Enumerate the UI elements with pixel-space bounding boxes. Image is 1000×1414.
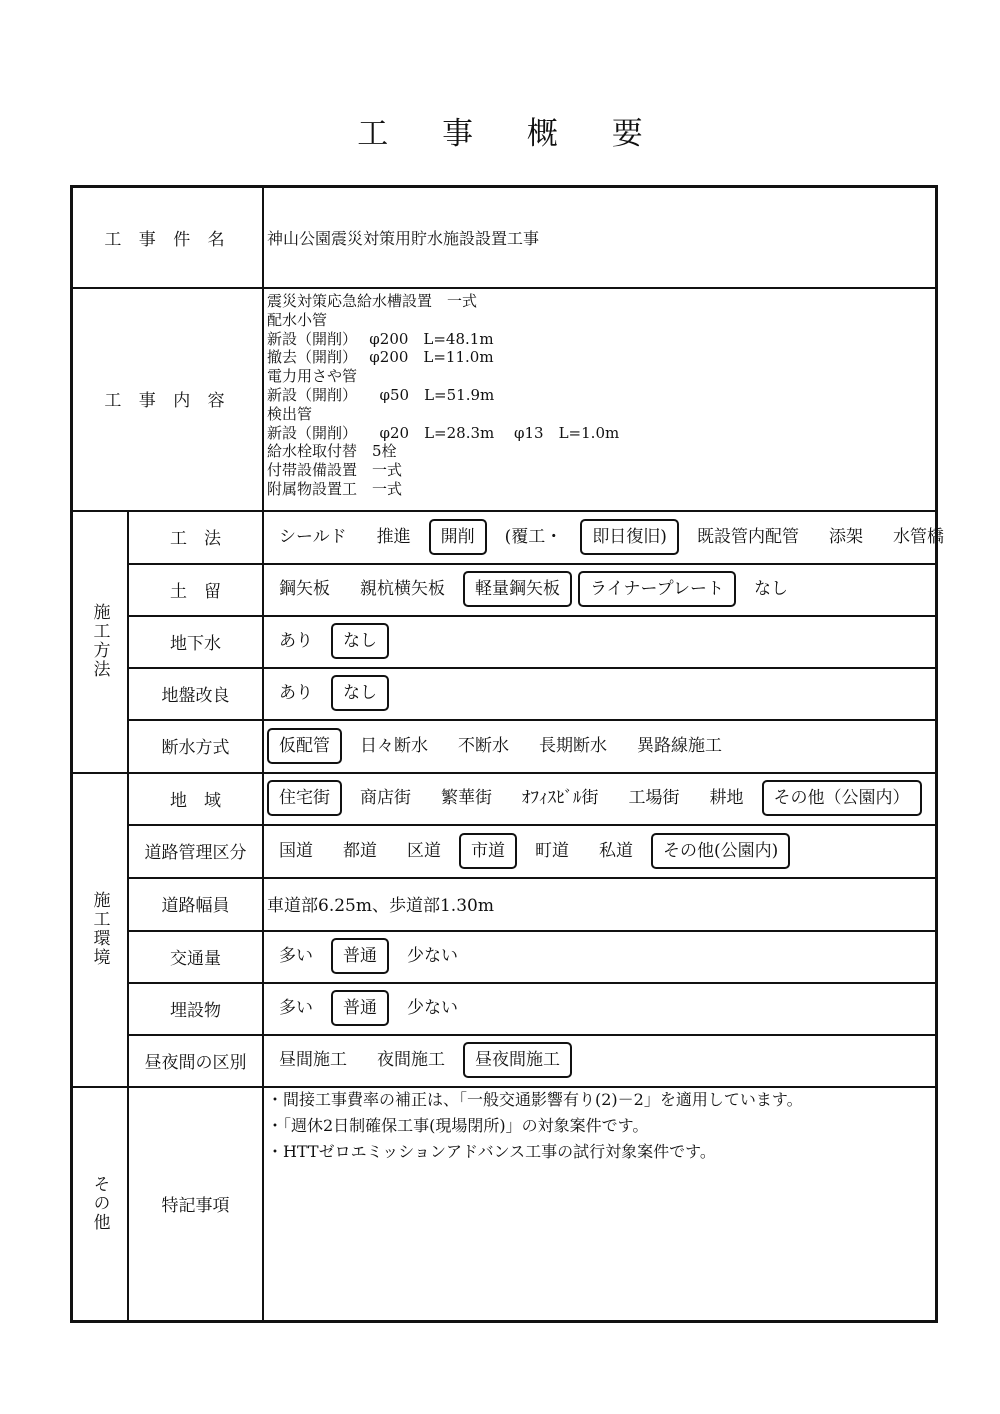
option: あり [279, 631, 313, 651]
selected-option: 即日復旧) [580, 519, 679, 555]
row-value [267, 563, 806, 615]
selected-option: 仮配管 [267, 728, 342, 764]
construction-method-group-label: 施工方法 [89, 603, 110, 679]
row-label: 埋設物 [170, 1000, 221, 1021]
row-value [267, 1034, 578, 1086]
construction-environment-group-label: 施工環境 [89, 891, 110, 967]
row-value [267, 667, 395, 719]
work-content-list [267, 292, 927, 499]
option: 多い [279, 998, 313, 1018]
option: 既設管内配管 [696, 526, 799, 547]
project-name-label: 工 事 件 名 [104, 230, 231, 250]
work-content-line: 新設（開削） φ200 L=48.1m [267, 329, 494, 348]
row-text: 車道部6.25m、歩道部1.30m [267, 896, 494, 916]
work-content-line: 検出管 [267, 404, 313, 423]
document-title: 工 事 概 要 [357, 116, 665, 152]
work-content-line: 撤去（開削） φ200 L=11.0m [267, 348, 494, 367]
option: 長期断水 [539, 735, 607, 756]
row-value [267, 930, 476, 982]
option: (覆工・ [504, 526, 563, 547]
row-value [267, 824, 796, 877]
option: 都道 [343, 840, 377, 861]
option: 推進 [376, 526, 411, 547]
special-notes-list [267, 1087, 927, 1165]
project-name-value: 神山公園震災対策用貯水施設設置工事 [267, 229, 540, 248]
option: 少ない [407, 946, 458, 966]
special-note-line: ・HTTゼロエミッションアドバンス工事の試行対象案件です。 [267, 1142, 716, 1161]
row-label: 断水方式 [161, 738, 230, 758]
option: 町道 [535, 840, 569, 861]
option: 水管橋 [892, 526, 944, 547]
project-summary-table [70, 185, 944, 1323]
option: 繁華街 [441, 788, 492, 808]
selected-option: 市道 [459, 833, 517, 869]
row-label: 道路管理区分 [144, 843, 247, 863]
row-value [267, 719, 740, 772]
option: 日々断水 [360, 735, 428, 756]
option: 親杭横矢板 [360, 579, 445, 599]
selected-option: なし [331, 675, 389, 711]
selected-option: 普通 [331, 990, 389, 1026]
special-note-line: ・間接工事費率の補正は、「一般交通影響有り(2)－2」を適用しています。 [267, 1090, 803, 1109]
selected-option: その他（公園内） [762, 780, 922, 816]
row-label: 道路幅員 [161, 896, 230, 916]
work-content-line: 付帯設備設置 一式 [267, 461, 403, 480]
option: あり [279, 683, 313, 703]
row-value [267, 877, 494, 930]
option: なし [753, 579, 788, 599]
work-content-line: 新設（開削） φ20 L=28.3m φ13 L=1.0m [267, 423, 620, 442]
special-note-line: ・「週休2日制確保工事(現場閉所)」の対象案件です。 [267, 1116, 649, 1135]
row-label: 昼夜間の区別 [144, 1052, 247, 1073]
row-value [267, 982, 476, 1034]
selected-option: ライナープレート [578, 571, 736, 607]
option: 不断水 [458, 735, 509, 756]
column-divider [262, 188, 264, 1320]
option: ｵﾌｨｽﾋﾞﾙ街 [522, 788, 599, 808]
option: シールド [279, 526, 347, 547]
work-content-line: 附属物設置工 一式 [267, 479, 403, 498]
work-content-label: 工 事 内 容 [104, 391, 231, 411]
option: 私道 [599, 840, 633, 861]
selected-option: その他(公園内) [651, 833, 790, 869]
option: 鋼矢板 [279, 579, 330, 599]
work-content-line: 給水栓取付替 5栓 [267, 442, 397, 461]
option: 夜間施工 [377, 1050, 445, 1070]
row-label: 地 域 [170, 790, 221, 811]
work-content-line: 電力用さや管 [267, 367, 358, 386]
row-label: 地下水 [170, 633, 221, 654]
option: 工場街 [628, 788, 680, 808]
selected-option: 開削 [429, 519, 487, 555]
selected-option: 住宅街 [267, 780, 342, 816]
row-label: 地盤改良 [161, 685, 230, 706]
row-value [267, 615, 395, 667]
row-label: 工 法 [170, 529, 221, 549]
special-notes-label: 特記事項 [161, 1195, 230, 1216]
row-label: 交通量 [170, 948, 221, 969]
selected-option: 軽量鋼矢板 [463, 571, 572, 607]
work-content-line: 震災対策応急給水槽設置 一式 [267, 292, 478, 310]
row-value [267, 510, 962, 563]
selected-option: 昼夜間施工 [463, 1042, 572, 1078]
option: 異路線施工 [637, 735, 722, 756]
option: 商店街 [360, 788, 411, 808]
selected-option: なし [331, 623, 389, 659]
option: 少ない [407, 998, 458, 1018]
work-content-line: 配水小管 [267, 310, 328, 329]
row-label: 土 留 [170, 581, 221, 602]
option: 区道 [407, 840, 441, 861]
selected-option: 普通 [331, 938, 389, 974]
option: 耕地 [709, 788, 744, 808]
option: 国道 [279, 840, 313, 861]
option: 昼間施工 [279, 1050, 347, 1070]
option: 添架 [828, 526, 863, 547]
option: 多い [279, 946, 313, 966]
other-group-label: その他 [89, 1174, 110, 1232]
row-value [267, 772, 928, 824]
work-content-line: 新設（開削） φ50 L=51.9m [267, 385, 495, 404]
